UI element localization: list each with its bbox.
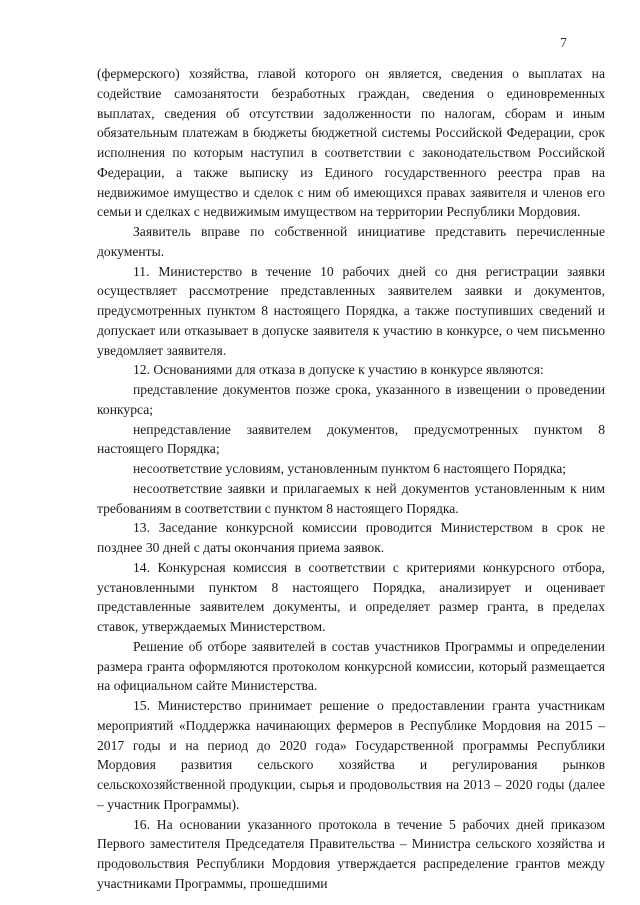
paragraph: 12. Основаниями для отказа в допуске к участию в конкурсе являются:	[133, 362, 544, 378]
paragraph: Решение об отборе заявителей в состав участников Программы и определении размера гранта оформляются протоколом конкурсной комиссии, который размещается на официальном сайте Министерства.	[97, 638, 605, 694]
paragraph: непредставление заявителем документов, предусмотренных пунктом 8 настоящего Порядка;	[97, 421, 605, 457]
document-body	[97, 64, 605, 894]
paragraph: представление документов позже срока, указанного в извещении о проведении конкурса;	[97, 382, 605, 417]
paragraph: 15. Министерство принимает решение о предоставлении гранта участникам мероприятий «Поддержка начинающих фермеров в Республике Мордовия на 2015 – 2017 годы и на период до 2020 года» Государственной программы Республики Мордовия развития сельского хозяйства и регулирования рынков сельскохозяйственной продукции, сырья и продовольствия на 2013 – 2020 годы (далее – участник Программы).	[97, 698, 605, 812]
paragraph: несоответствие условиям, установленным пунктом 6 настоящего Порядка;	[133, 461, 567, 476]
paragraph: 11. Министерство в течение 10 рабочих дней со дня регистрации заявки осуществляет рассмотрение представленных заявителем заявки и документов, предусмотренных пунктом 8 настоящего Порядка, а также поступивших сведений и допускает или отказывает в допуске заявителя к участию в конкурсе, о чем письменно уведомляет заявителя.	[97, 263, 605, 358]
paragraph: несоответствие заявки и прилагаемых к ней документов установленным к ним требованиям в соответствии с пунктом 8 настоящего Порядка.	[97, 480, 605, 516]
paragraph: 16. На основании указанного протокола в течение 5 рабочих дней приказом Первого заместителя Председателя Правительства – Министра сельского хозяйства и продовольствия Республики Мордовия утверждается распределение грантов между участниками Программы, прошедшими	[97, 816, 605, 891]
page-number: 7	[560, 36, 567, 51]
paragraph: 14. Конкурсная комиссия в соответствии с критериями конкурсного отбора, установленными пунктом 8 настоящего Порядка, анализирует и оценивает представленные заявителем документы, и определяет размер гранта, в пределах ставок, утверждаемых Министерством.	[97, 559, 605, 634]
paragraph: Заявитель вправе по собственной инициативе представить перечисленные документы.	[97, 224, 605, 259]
paragraph: (фермерского) хозяйства, главой которого он является, сведения о выплатах на содействие самозанятости безработных граждан, сведения о единовременных выплатах, сведения об отсутствии задолженности по налогам, сборам и иным обязательным платежам в бюджеты бюджетной системы Российской Федерации, срок исполнения по которым наступил в соответствии с законодательством Российской Федерации, а также выписку из Единого государственного реестра прав на недвижимое имущество и сделок с ним об имеющихся правах заявителя и членов его семьи и сделках с недвижимым имуществом на территории Республики Мордовия.	[97, 66, 605, 220]
paragraph: 13. Заседание конкурсной комиссии проводится Министерством в срок не позднее 30 дней с даты окончания приема заявок.	[97, 520, 605, 555]
